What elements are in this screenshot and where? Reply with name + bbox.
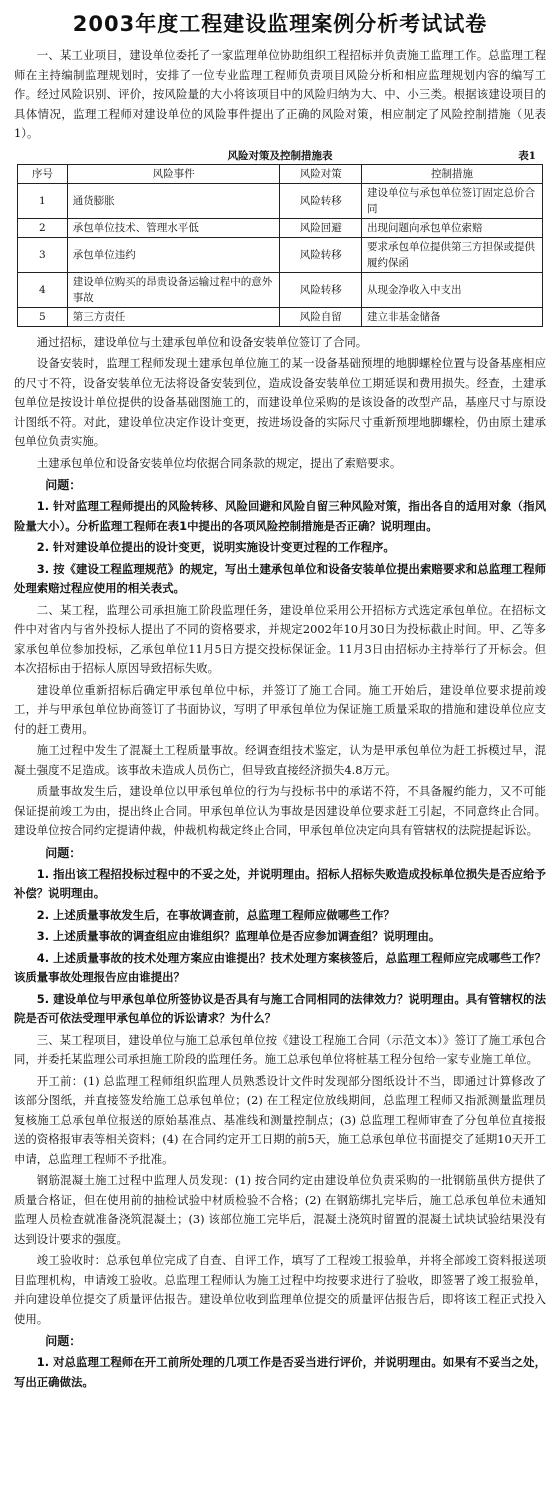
- case1-claim-para: 土建承包单位和设备安装单位均依据合同条款的规定，提出了索赔要求。: [36, 455, 402, 470]
- cell-no: 2: [18, 218, 68, 237]
- cell-strategy: 风险回避: [280, 218, 362, 237]
- case2-rebid-para: 建设单位重新招标后确定甲承包单位中标，并签订了施工合同。施工开始后，建设单位要求提前竣工，并与甲承包单位协商签订了书面协议，写明了甲承包单位为保证施工质量采取的措施和建设单位应支付的赶工费用。: [14, 682, 546, 736]
- case3-concrete-para: 钢筋混凝土施工过程中监理人员发现：(1) 按合同约定由建设单位负责采购的一批钢筋虽供方提供了质量合格证，但在使用前的抽检试验中材质检验不合格；(2) 在钢筋绑扎完毕后，施工总承包单位未通知监理人员检查就准备浇筑混凝土；(3) 该部位施工完毕后，混凝土浇筑时留置的混凝土试块试验结果没有达到设计要求的强度。: [14, 1173, 546, 1246]
- case2-accident-para: 施工过程中发生了混凝土工程质量事故。经调查组技术鉴定，认为是甲承包单位为赶工拆模过早，混凝土强度不足造成。该事故未造成人员伤亡，但导致直接经济损失4.8万元。: [14, 743, 546, 777]
- case3-acceptance-para: 竣工验收时：总承包单位完成了自查、自评工作，填写了工程竣工报验单，并将全部竣工资料报送项目监理机构，申请竣工验收。总监理工程师认为施工过程中均按要求进行了验收，即签署了竣工报验单，并向建设单位提交了质量评估报告。建设单位收到监理单位提交的质量评估报告后，即将该工程正式投入使用。: [14, 1253, 546, 1326]
- case3-prestart-para: 开工前：(1) 总监理工程师组织监理人员熟悉设计文件时发现部分图纸设计不当，即通过计算修改了该部分图纸，并直接签发给施工总承包单位；(2) 在工程定位放线期间，总监理工程师又指派测量监理员复核施工总承包单位报送的原始基准点、基准线和测量控制点；(3) 总监理工程师审查了分包单位直接报送的资格报审表等相关资料；(4) 在合同约定开工日期的前5天，施工总承包单位书面提交了延期10天开工申请，总监理工程师不予批准。: [14, 1073, 546, 1166]
- case3-intro: 三、某工程项目，建设单位与施工总承包单位按《建设工程施工合同（示范文本）》签订了施工承包合同，并委托某监理公司承担施工阶段的监理任务。施工总承包单位将桩基工程分包给一家专业施工单位。: [14, 1032, 546, 1066]
- cell-no: 1: [18, 183, 68, 218]
- cell-event: 通货膨胀: [67, 183, 280, 218]
- case1-intro: 一、某工业项目，建设单位委托了一家监理单位协助组织工程招标并负责施工监理工作。总监理工程师在主持编制监理规划时，安排了一位专业监理工程师负责项目风险分析和相应监理规划内容的编写工作。经过风险识别、评价，按风险量的大小将该项目中的风险归纳为大、中、小三类。根据该建设项目的具体情况，监理工程师对建设单位的风险事件提出了正确的风险对策，相应制定了风险控制措施（见表1）。: [14, 48, 546, 140]
- col-header-strategy: 风险对策: [280, 164, 362, 183]
- case2-dispute-para: 质量事故发生后，建设单位以甲承包单位的行为与投标书中的承诺不符，不具备履约能力，又不可能保证提前竣工为由，提出终止合同。甲承包单位认为事故是因建设单位要求赶工引起，不同意终止合同。建设单位按合同约定提请仲裁，仲裁机构裁定终止合同，甲承包单位决定向具有管辖权的法院提起诉讼。: [14, 784, 546, 837]
- cell-measure: 要求承包单位提供第三方担保或提供履约保函: [361, 237, 542, 272]
- case2-intro: 二、某工程，监理公司承担施工阶段监理任务，建设单位采用公开招标方式选定承包单位。在招标文件中对省内与省外投标人提出了不同的资格要求，并规定2002年10月30日为投标截止时间。甲、乙等多家承包单位参加投标，乙承包单位11月5日方提交投标保证金。11月3日由招标办主持举行了开标会。但本次招标由于招标人原因导致招标失败。: [14, 602, 546, 675]
- col-header-event: 风险事件: [67, 164, 280, 183]
- case2-question-4: 4. 上述质量事故的技术处理方案应由谁提出？技术处理方案核签后，总监理工程师应完成哪些工作？该质量事故处理报告应由谁提出？: [14, 950, 546, 984]
- case3-question-1: 1. 对总监理工程师在开工前所处理的几项工作是否妥当进行评价，并说明理由。如果有不妥当之处，写出正确做法。: [14, 1355, 546, 1389]
- cell-event: 承包单位技术、管理水平低: [67, 218, 280, 237]
- cell-strategy: 风险转移: [280, 183, 362, 218]
- table-caption-row: [14, 146, 546, 164]
- case2-questions-heading: 问题：: [45, 845, 82, 860]
- table-row: [18, 218, 543, 237]
- case2-question-1: 1. 指出该工程招投标过程中的不妥之处，并说明理由。招标人招标失败造成投标单位损失是否应给予补偿？说明理由。: [14, 866, 546, 900]
- table-header-row: [18, 164, 543, 183]
- case1-question-3: 3. 按《建设工程监理规范》的规定，写出土建承包单位和设备安装单位提出索赔要求和总监理工程师处理索赔过程应使用的相关表式。: [14, 561, 546, 595]
- table-row: [18, 307, 543, 326]
- cell-no: 5: [18, 307, 68, 326]
- case1-question-2: 2. 针对建设单位提出的设计变更，说明实施设计变更过程的工作程序。: [36, 540, 395, 554]
- cell-strategy: 风险自留: [280, 307, 362, 326]
- cell-measure: 建立非基金储备: [361, 307, 542, 326]
- table-label: 表1: [518, 149, 536, 162]
- cell-event: 建设单位购买的昂贵设备运输过程中的意外事故: [67, 272, 280, 307]
- col-header-no: 序号: [18, 164, 68, 183]
- case2-question-2: 2. 上述质量事故发生后，在事故调查前，总监理工程师应做哪些工作？: [36, 907, 395, 922]
- risk-table: [17, 164, 543, 327]
- cell-no: 4: [18, 272, 68, 307]
- table-row: [18, 272, 543, 307]
- cell-strategy: 风险转移: [280, 237, 362, 272]
- cell-measure: 从现金净收入中支出: [361, 272, 542, 307]
- case1-contract-para: 通过招标，建设单位与土建承包单位和设备安装单位签订了合同。: [36, 334, 368, 349]
- case1-question-1: 1. 针对监理工程师提出的风险转移、风险回避和风险自留三种风险对策，指出各自的适用对象（指风险量大小）。分析监理工程师在表1中提出的各项风险控制措施是否正确？说明理由。: [14, 499, 546, 533]
- table-row: [18, 237, 543, 272]
- cell-strategy: 风险转移: [280, 272, 362, 307]
- case1-install-para: 设备安装时，监理工程师发现土建承包单位施工的某一设备基础预埋的地脚螺栓位置与设备基座相应的尺寸不符，设备安装单位无法将设备安装到位，造成设备安装单位工期延误和费用损失。经查，土建承包单位是按设计单位提供的设备基础图施工的，而建设单位采购的是该设备的改型产品，基座尺寸与原设计图纸不符。对此，建设单位决定作设计变更，按进场设备的实际尺寸重新预埋地脚螺栓，仍由原土建承包单位负责实施。: [14, 356, 546, 448]
- cell-event: 第三方责任: [67, 307, 280, 326]
- case2-question-3: 3. 上述质量事故的调查组应由谁组织？监理单位是否应参加调查组？说明理由。: [36, 929, 441, 943]
- cell-event: 承包单位违约: [67, 237, 280, 272]
- cell-measure: 出现问题向承包单位索赔: [361, 218, 542, 237]
- table-row: [18, 183, 543, 218]
- table-caption: 风险对策及控制措施表: [227, 149, 333, 162]
- page-title: 2003年度工程建设监理案例分析考试试卷: [72, 12, 488, 36]
- case2-question-5: 5. 建设单位与甲承包单位所签协议是否具有与施工合同相同的法律效力？说明理由。具有管辖权的法院是否可依法受理甲承包单位的诉讼请求？为什么？: [14, 991, 546, 1025]
- case1-questions-heading: 问题：: [45, 478, 82, 492]
- case3-questions-heading: 问题：: [45, 1334, 82, 1348]
- cell-measure: 建设单位与承包单位签订固定总价合同: [361, 183, 542, 218]
- cell-no: 3: [18, 237, 68, 272]
- col-header-measure: 控制措施: [361, 164, 542, 183]
